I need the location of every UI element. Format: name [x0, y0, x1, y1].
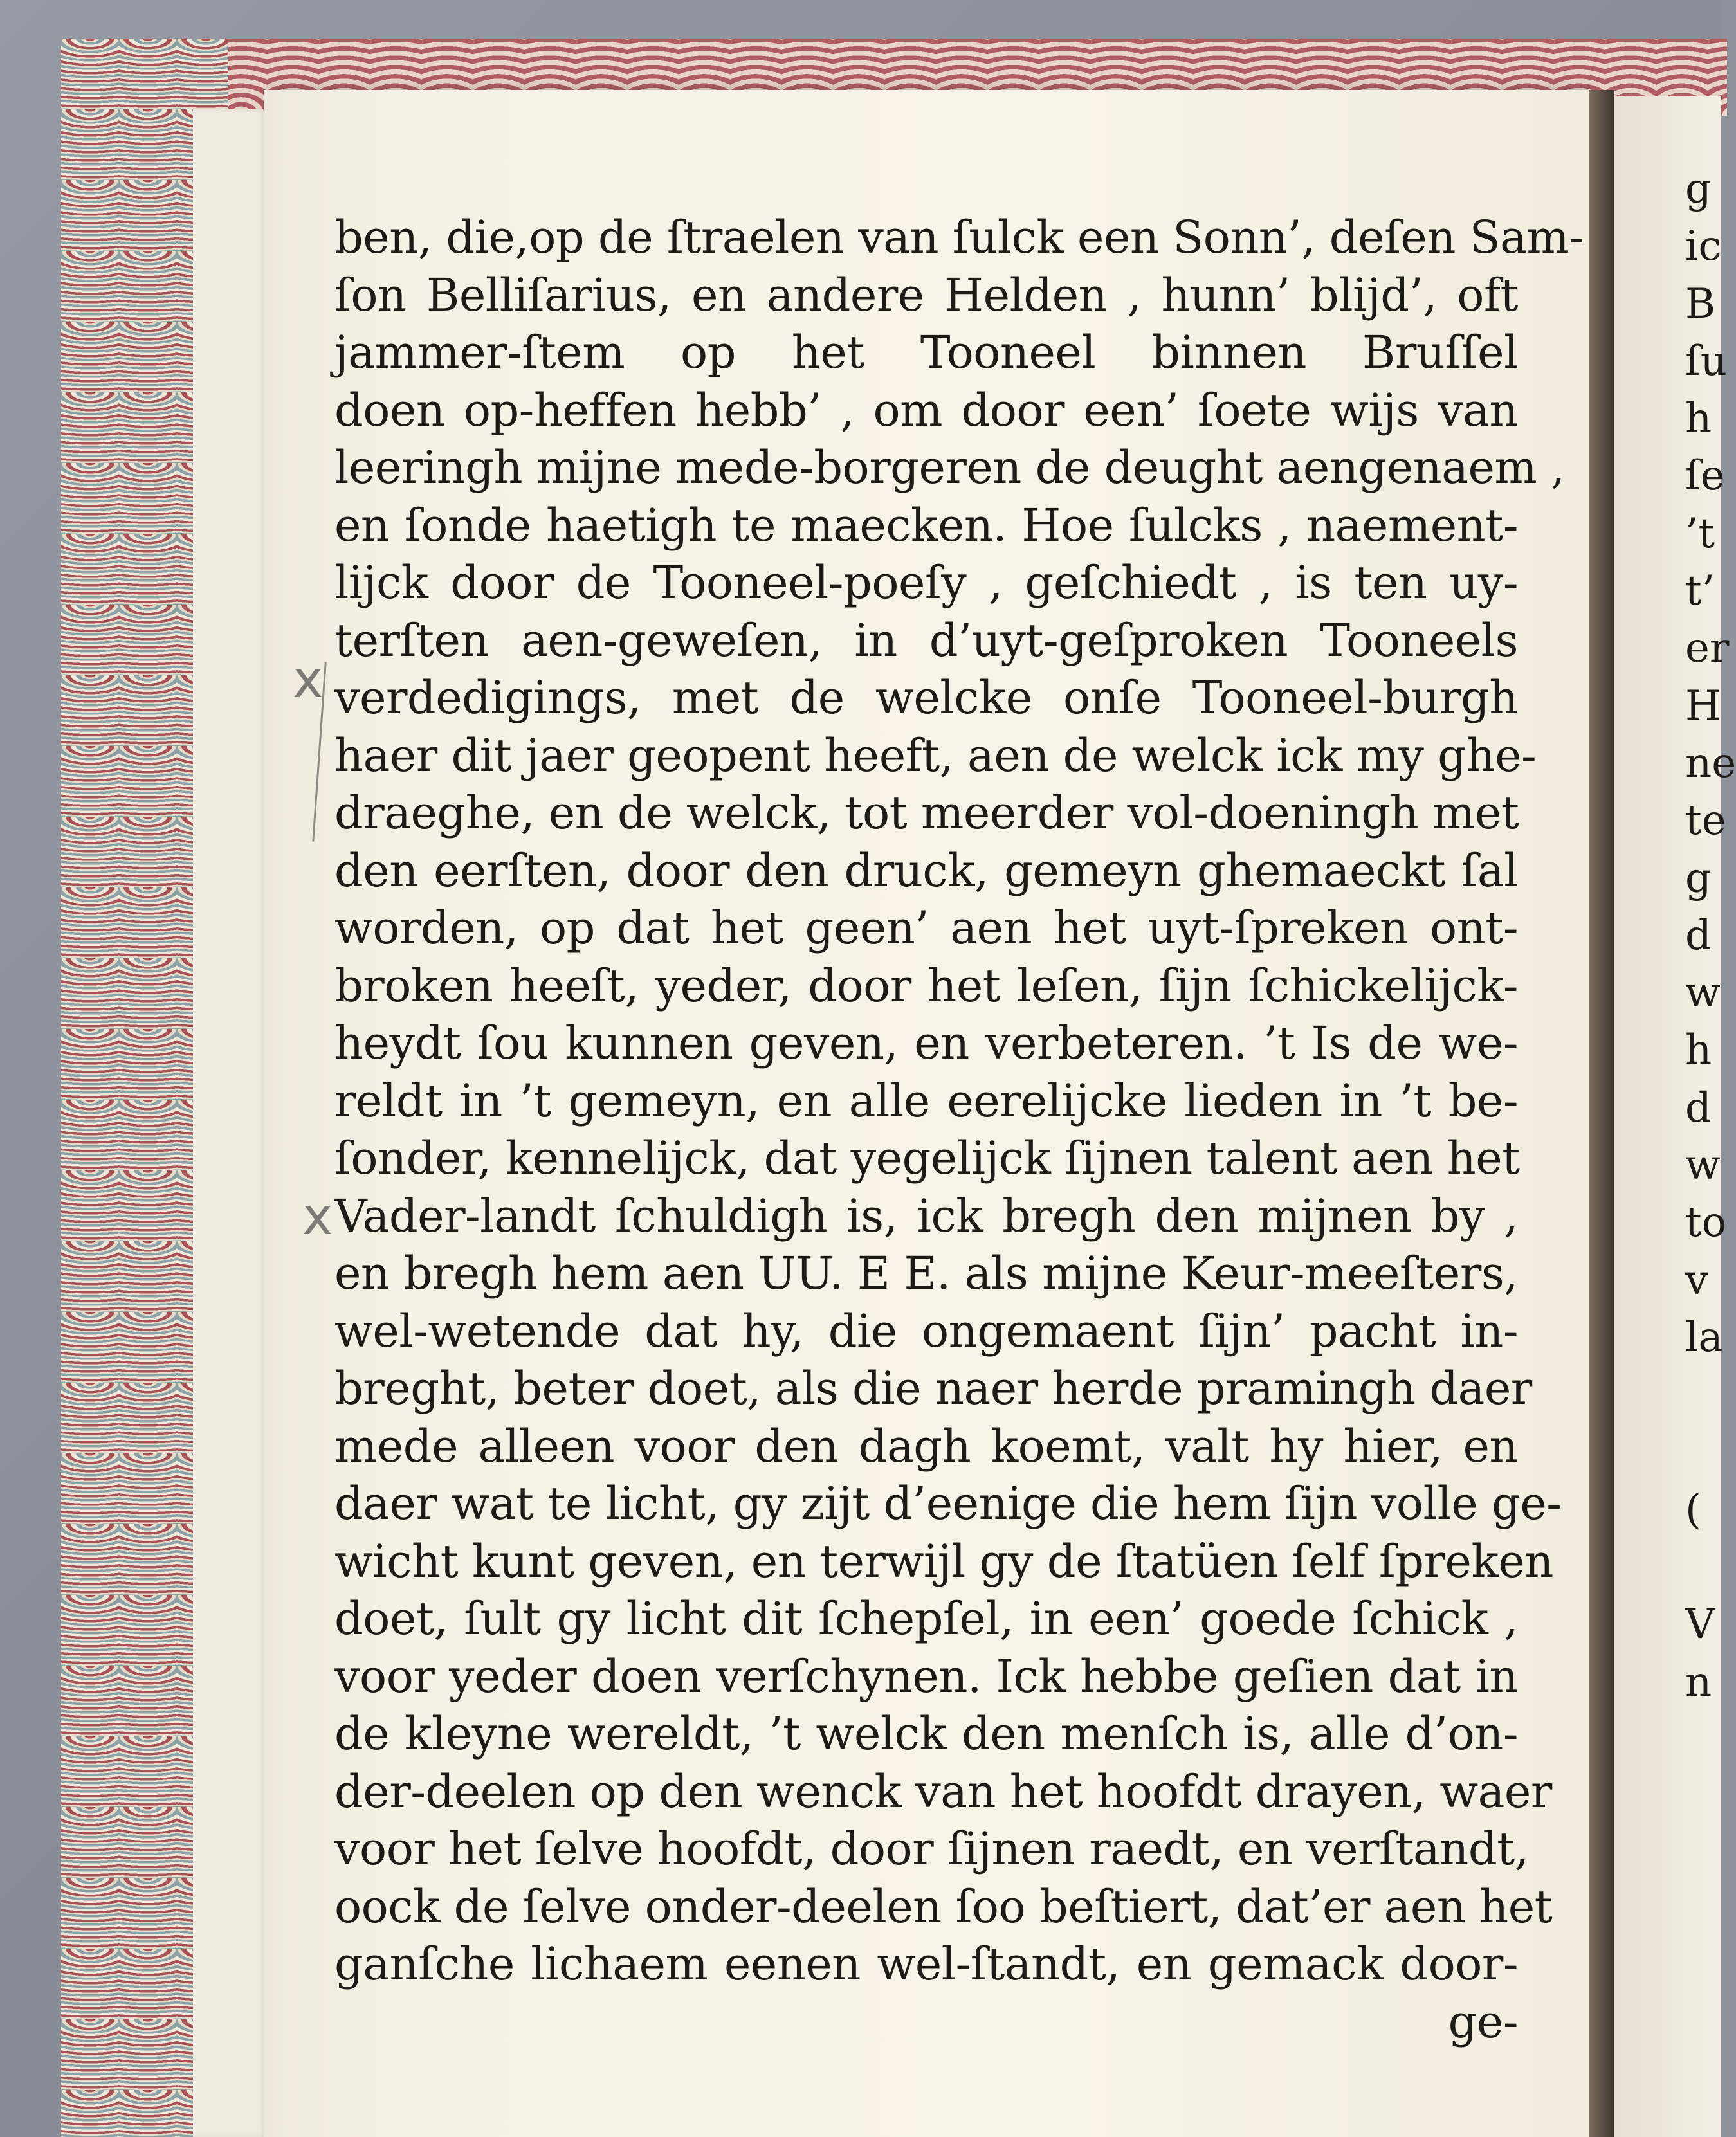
edge-fragment: g [1685, 854, 1712, 902]
edge-fragment: n [1685, 1658, 1712, 1706]
text-line: doet, ſult gy licht dit ſchepſel, in een’ goede ſchick , [334, 1592, 1518, 1645]
text-line: leeringh mijne mede-borgeren de deught aengenaem , [334, 441, 1565, 494]
text-line: ſon Belliſarius, en andere Helden , hunn’ blijd’, oft [334, 268, 1518, 322]
text-line: voor het ſelve hoofdt, door ſijnen raedt, en verſtandt, [334, 1823, 1529, 1875]
text-line: en ſonde haetigh te maecken. Hoe ſulcks , naement- [334, 498, 1518, 552]
text-line: der-deelen op den wenck van het hoofdt drayen, waer [334, 1765, 1552, 1818]
edge-fragment: la [1685, 1313, 1723, 1361]
text-line: doen op-heffen hebb’ , om door een’ ſoete wijs van [334, 383, 1518, 437]
text-line: worden, op dat het geen’ aen het uyt-ſpreken ont- [334, 902, 1518, 954]
edge-fragment: ( [1685, 1486, 1701, 1534]
text-line: verdedigings, met de welcke onſe Tooneel-burgh [334, 671, 1518, 724]
edge-fragment: ſe [1685, 452, 1725, 500]
text-line: broken heeſt, yeder, door het leſen, ſijn ſchickelijck- [334, 959, 1518, 1012]
text-line: draeghe, en de welck, tot meerder vol-doeningh met [334, 787, 1519, 839]
edge-fragment: ne [1685, 739, 1736, 787]
edge-fragment: h [1685, 395, 1712, 443]
text-line: den eerſten, door den druck, gemeyn ghemaeckt ſal [334, 844, 1518, 897]
text-line: oock de ſelve onder-deelen ſoo beſtiert, dat’er aen het [334, 1880, 1553, 1933]
catchword: ge- [1448, 1995, 1518, 2048]
text-line: jammer-ſtem op het Tooneel binnen Bruſſel [334, 326, 1518, 379]
edge-fragment: H [1685, 682, 1721, 730]
edge-fragment: w [1685, 969, 1721, 1017]
edge-fragment: ’t [1685, 509, 1715, 558]
text-line: reldt in ’t gemeyn, en alle eerelijcke lieden in ’t be- [334, 1074, 1518, 1127]
edge-fragment: ſu [1685, 337, 1727, 385]
text-line: mede alleen voor den dagh koemt, valt hy hier, en [334, 1419, 1518, 1473]
text-line: lijck door de Tooneel-poeſy , geſchiedt , is ten uy- [334, 556, 1518, 609]
flyleaf-edge [193, 109, 270, 2137]
edge-fragment: t’ [1685, 567, 1715, 615]
edge-fragment: B [1685, 280, 1716, 328]
edge-fragment: w [1685, 1141, 1721, 1190]
edge-fragment: ic [1685, 223, 1722, 271]
edge-fragment: g [1685, 165, 1712, 213]
edge-fragment: h [1685, 1026, 1712, 1075]
text-line: voor yeder doen verſchynen. Ick hebbe geſien dat in [334, 1650, 1518, 1703]
text-line: haer dit jaer geopent heeft, aen de welck ick my ghe- [334, 729, 1537, 782]
pencil-mark-x: x [302, 1187, 333, 1246]
pencil-mark-x: x [293, 650, 324, 709]
text-line: terſten aen-geweſen, in d’uyt-geſproken Tooneels [334, 614, 1518, 667]
edge-fragment: v [1685, 1256, 1709, 1304]
text-line: heydt ſou kunnen geven, en verbeteren. ’t Is de we- [334, 1017, 1518, 1069]
text-line: Vader-landt ſchuldigh is, ick bregh den mijnen by , [334, 1189, 1518, 1242]
edge-fragment: V [1685, 1601, 1715, 1649]
edge-fragment [1685, 1424, 1721, 1482]
text-line: wel-wetende dat hy, die ongemaent ſijn’ pacht in- [334, 1304, 1518, 1358]
text-line: ben, die,op de ſtraelen van ſulck een Sonn’, deſen Sam- [334, 211, 1584, 264]
edge-fragment [1685, 1367, 1721, 1424]
edge-fragment: d [1685, 1084, 1712, 1132]
text-line: breght, beter doet, als die naer herde pramingh daer [334, 1362, 1532, 1415]
facing-page-text-edge [1685, 161, 1736, 1711]
text-line: wicht kunt geven, en terwijl gy de ſtatüen ſelf ſpreken [334, 1534, 1553, 1588]
edge-fragment: to [1685, 1199, 1727, 1247]
edge-fragment: te [1685, 797, 1726, 845]
text-line: ſonder, kennelijck, dat yegelijck ſijnen talent aen het [334, 1132, 1520, 1185]
edge-fragment: er [1685, 624, 1730, 673]
text-line: en bregh hem aen UU. E E. als mijne Keur-meeſters, [334, 1247, 1518, 1300]
edge-fragment [1685, 1539, 1721, 1596]
text-line: daer wat te licht, gy zijt d’eenige die hem ſijn volle ge- [334, 1477, 1562, 1530]
edge-fragment: d [1685, 911, 1712, 959]
book-gutter [1589, 90, 1614, 2137]
text-line: de kleyne wereldt, ’t welck den menſch is, alle d’on- [334, 1707, 1518, 1760]
text-line: ganſche lichaem eenen wel-ſtandt, en gemack door- [334, 1938, 1518, 1990]
page-text [334, 209, 1584, 2051]
